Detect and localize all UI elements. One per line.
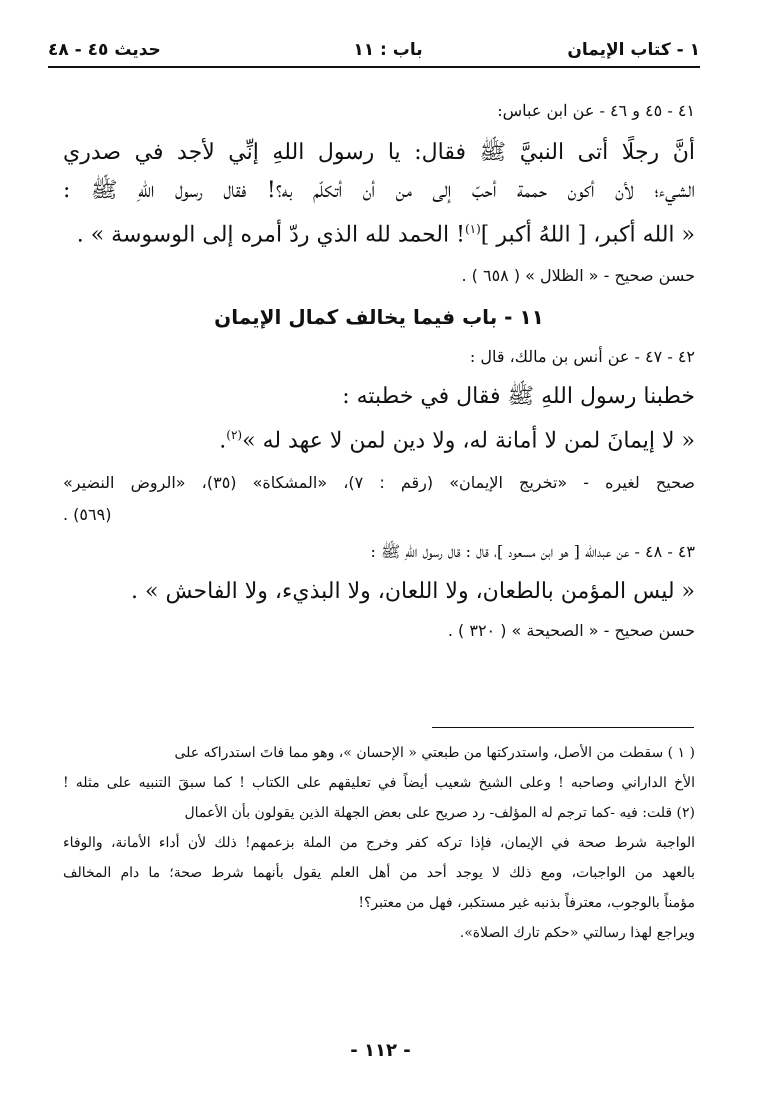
hadith-block-41 [63, 96, 695, 292]
hadith-number-41: ٤١ - ٤٥ و ٤٦ - عن ابن عباس: [497, 101, 695, 120]
hadith-block-42 [63, 342, 695, 530]
footnote-ref-2: (٢) [226, 428, 243, 443]
header-book-title: ١ - كتاب الإيمان [567, 40, 700, 60]
hadith-text-line: « ليس المؤمن بالطعان، ولا اللعان، ولا البذيء، ولا الفاحش » . [131, 578, 695, 604]
hadith-text-segment: ! الحمد لله الذي ردّ أمره إلى الوسوسة » . [76, 222, 465, 248]
footnotes [63, 738, 695, 948]
hadith-text-line: الشيء؛ لأن أكون حممة أحبّ إلى من أن أتكلّم به؟! فقال رسول اللهِ ﷺ : [63, 178, 695, 203]
main-text [63, 96, 695, 647]
hadith-text-line [63, 210, 695, 254]
footnote-line: ويراجع لهذا رسالتي «حكم تارك الصلاة». [459, 925, 695, 941]
chapter-title: ١١ - باب فيما يخالف كمال الإيمان [214, 305, 544, 330]
footnote-ref-1: (١) [464, 222, 481, 236]
hadith-grade: حسن صحيح - « الظلال » ( ٦٥٨ ) . [461, 266, 695, 286]
hadith-number-43: ٤٣ - ٤٨ - عن عبدالله [ هو ابن مسعود ]، قال : قال رسول اللهِ ﷺ : [370, 541, 695, 561]
hadith-grade: حسن صحيح - « الصحيحة » ( ٣٢٠ ) . [447, 620, 695, 640]
footnote-line: بالعهد من الواجبات، ومع ذلك لا يوجد أحد من أهل العلم يقول بأنهما شرط صحة؛ ما دام المخالف [63, 865, 695, 881]
footnote-divider [432, 727, 694, 728]
footnote-1 [63, 738, 695, 798]
header-divider [48, 66, 700, 68]
running-header [48, 38, 700, 64]
footnote-line: الواجبة شرط صحة في الإيمان، فإذا تركه كفر وخرج من الملة بزعمهم! ذلك لأن أداء الأمانة، والوفاء [63, 835, 695, 851]
hadith-text-line: أنَّ رجلًا أتى النبيَّ ﷺ فقال: يا رسول اللهِ إنِّي لأجد في صدري [63, 140, 695, 165]
footnote-line: (٢) قلت: فيه -كما ترجم له المؤلف- رد صريح على بعض الجهلة الذين يقولون بأن الأعمال [184, 805, 695, 821]
hadith-text-segment: « الله أكبر، [ اللهُ أكبر ] [480, 222, 695, 248]
footnote-line: ( ١ ) سقطت من الأصل، واستدركتها من طبعتي « الإحسان »، وهو مما فاتَ استدراكه على [174, 745, 695, 761]
hadith-number-42: ٤٢ - ٤٧ - عن أنس بن مالك، قال : [469, 347, 695, 367]
header-hadith-range: حديث ٤٥ - ٤٨ [48, 40, 161, 60]
footnote-line: مؤمناً بالوجوب، معترفاً بذنبه غير مستكبر، فهل من معتبر؟! [358, 895, 695, 911]
hadith-grade: صحيح لغيره - «تخريج الإيمان» (رقم : ٧)، «المشكاة» (٣٥)، «الروض النضير» [63, 472, 695, 492]
header-chapter-number: باب : ١١ [353, 40, 423, 60]
hadith-grade-continued: (٥٦٩) . [63, 504, 112, 524]
hadith-text-segment: . [219, 428, 227, 454]
hadith-text-line: خطبنا رسول اللهِ ﷺ فقال في خطبته : [342, 384, 695, 410]
page-number: - ١١٢ - [350, 1040, 411, 1061]
hadith-text-segment: « لا إيمانَ لمن لا أمانة له، ولا دين لمن لا عهد له » [242, 428, 695, 454]
footnote-2 [63, 798, 695, 948]
footnote-line: الأخ الداراني وصاحبه ! وعلى الشيخ شعيب أيضاً في تعليقهم على الكتاب ! كما سبقَ التنبيه على مثله ! [63, 775, 695, 791]
hadith-block-43 [63, 537, 695, 647]
hadith-text-line [63, 416, 695, 460]
